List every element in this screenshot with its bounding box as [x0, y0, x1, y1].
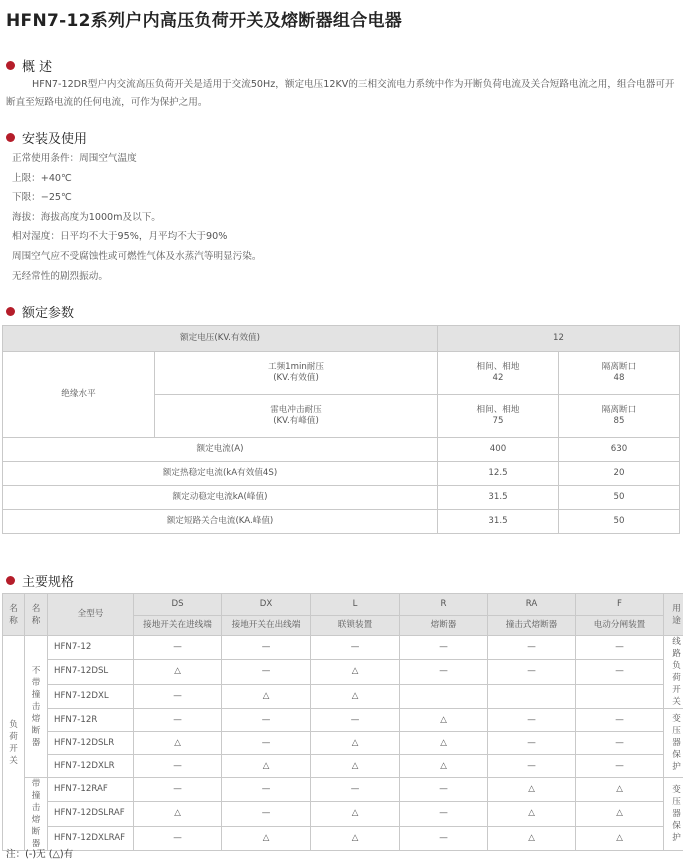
table-row: [3, 462, 680, 486]
code-header: R: [400, 594, 488, 616]
param-value: 20: [559, 462, 680, 486]
spec-cell: —: [576, 709, 664, 732]
install-heading: [6, 128, 87, 147]
table-row: [3, 802, 683, 826]
group-main-label: 负 荷 开 关: [3, 636, 25, 851]
rated-params-table: [2, 325, 680, 534]
page-title: HFN7-12系列户内高压负荷开关及熔断器组合电器: [6, 11, 403, 31]
params-header-label: 额定电压(KV.有效值): [3, 326, 438, 352]
model-cell: HFN7-12: [48, 636, 134, 660]
spec-cell: [576, 684, 664, 708]
param-value: 50: [559, 486, 680, 510]
table-row: [3, 826, 683, 850]
spec-cell: △: [311, 755, 400, 778]
spec-cell: △: [400, 732, 488, 755]
install-line: 相对湿度：日平均不大于95%，月平均不大于90%: [12, 231, 228, 243]
spec-cell: —: [400, 636, 488, 660]
name-header: 名 称: [25, 594, 48, 636]
param-label: 额定热稳定电流(kA有效值4S): [3, 462, 438, 486]
spec-cell: △: [311, 660, 400, 684]
spec-cell: —: [311, 636, 400, 660]
spec-cell: △: [311, 802, 400, 826]
spec-cell: △: [576, 826, 664, 850]
param-value: 31.5: [438, 486, 559, 510]
model-cell: HFN7-12DSLR: [48, 732, 134, 755]
param-value: 相间、相地 75: [438, 395, 559, 438]
table-row: [3, 778, 683, 802]
spec-cell: △: [222, 826, 311, 850]
use-label: 线 路 负 荷 开 关: [664, 636, 683, 709]
table-row: [3, 486, 680, 510]
spec-cell: △: [311, 826, 400, 850]
spec-cell: —: [488, 732, 576, 755]
code-desc: 联锁装置: [311, 616, 400, 636]
spec-cell: —: [222, 636, 311, 660]
spec-cell: —: [400, 826, 488, 850]
spec-cell: —: [222, 802, 311, 826]
install-line: 无经常性的剧烈振动。: [12, 270, 108, 282]
spec-cell: —: [134, 778, 222, 802]
param-value: 31.5: [438, 510, 559, 534]
install-line: 海拔：海拔高度为1000m及以下。: [12, 211, 161, 223]
spec-cell: —: [488, 709, 576, 732]
specs-heading-text: 主要规格: [22, 575, 75, 590]
params-heading: [6, 302, 74, 321]
bullet-dot-icon: [6, 307, 15, 316]
param-label: 额定电流(A): [3, 438, 438, 462]
overview-heading-text: 概 述: [22, 60, 53, 75]
param-label: 额定短路关合电流(KA.峰值): [3, 510, 438, 534]
spec-cell: △: [134, 732, 222, 755]
model-cell: HFN7-12DXLRAF: [48, 826, 134, 850]
param-label: 工频1min耐压 (KV.有效值): [155, 352, 438, 395]
spec-cell: —: [576, 732, 664, 755]
spec-cell: △: [576, 778, 664, 802]
spec-cell: △: [576, 802, 664, 826]
spec-cell: △: [488, 778, 576, 802]
param-value: 630: [559, 438, 680, 462]
model-cell: HFN7-12DXL: [48, 684, 134, 708]
spec-cell: —: [222, 732, 311, 755]
legend-note: 注：(-)无 (△)有: [6, 849, 74, 860]
install-line: 正常使用条件：周围空气温度: [12, 153, 137, 164]
table-row: [3, 510, 680, 534]
group-b-label: 带 撞 击 熔 断 器: [25, 778, 48, 851]
spec-cell: —: [488, 755, 576, 778]
table-row: [3, 660, 683, 684]
name-header: 名 称: [3, 594, 25, 636]
install-line: 下限：−25℃: [12, 192, 72, 204]
spec-cell: —: [576, 636, 664, 660]
table-row: [3, 636, 683, 660]
use-label: 变 压 器 保 护: [664, 709, 683, 778]
code-header: F: [576, 594, 664, 616]
param-label: 雷电冲击耐压 (KV.有峰值): [155, 395, 438, 438]
table-row: [3, 709, 683, 732]
spec-cell: —: [134, 755, 222, 778]
specs-heading: [6, 571, 74, 590]
table-row: [3, 732, 683, 755]
params-header-row: [3, 326, 680, 352]
code-header: DS: [134, 594, 222, 616]
code-desc: 撞击式熔断器: [488, 616, 576, 636]
table-row: [3, 684, 683, 708]
spec-cell: △: [222, 755, 311, 778]
spec-cell: —: [134, 684, 222, 708]
param-value: 12.5: [438, 462, 559, 486]
use-header: 用 途: [664, 594, 683, 636]
spec-cell: —: [222, 778, 311, 802]
model-cell: HFN7-12DXLR: [48, 755, 134, 778]
code-desc: 接地开关在出线端: [222, 616, 311, 636]
model-header: 全型号: [48, 594, 134, 636]
spec-cell: —: [134, 636, 222, 660]
specs-header-row: [3, 594, 683, 616]
spec-cell: —: [576, 755, 664, 778]
model-cell: HFN7-12RAF: [48, 778, 134, 802]
param-value: 隔离断口 85: [559, 395, 680, 438]
bullet-dot-icon: [6, 576, 15, 585]
spec-cell: △: [134, 802, 222, 826]
code-header: DX: [222, 594, 311, 616]
insulation-label: 绝缘水平: [3, 352, 155, 438]
spec-cell: —: [400, 778, 488, 802]
install-heading-text: 安装及使用: [22, 132, 88, 147]
main-specs-table: [2, 593, 683, 851]
install-lines: [12, 149, 261, 286]
param-value: 400: [438, 438, 559, 462]
spec-cell: —: [576, 660, 664, 684]
spec-cell: —: [400, 660, 488, 684]
spec-cell: [488, 684, 576, 708]
code-header: L: [311, 594, 400, 616]
param-value: 50: [559, 510, 680, 534]
spec-cell: △: [488, 802, 576, 826]
code-desc: 熔断器: [400, 616, 488, 636]
spec-cell: △: [311, 732, 400, 755]
group-a-label: 不 带 撞 击 熔 断 器: [25, 636, 48, 778]
spec-cell: —: [222, 709, 311, 732]
param-label: 额定动稳定电流kA(峰值): [3, 486, 438, 510]
spec-cell: —: [134, 826, 222, 850]
table-row: [3, 352, 680, 395]
table-row: [3, 438, 680, 462]
params-header-value: 12: [438, 326, 680, 352]
bullet-dot-icon: [6, 133, 15, 142]
spec-cell: △: [222, 684, 311, 708]
params-heading-text: 额定参数: [22, 306, 75, 321]
spec-cell: —: [488, 660, 576, 684]
spec-cell: —: [311, 709, 400, 732]
code-header: RA: [488, 594, 576, 616]
param-value: 隔离断口 48: [559, 352, 680, 395]
model-cell: HFN7-12DSL: [48, 660, 134, 684]
param-value: 相间、相地 42: [438, 352, 559, 395]
code-desc: 接地开关在进线端: [134, 616, 222, 636]
spec-cell: —: [311, 778, 400, 802]
spec-cell: △: [134, 660, 222, 684]
overview-text-block: [6, 76, 678, 112]
spec-cell: △: [400, 755, 488, 778]
table-row: [3, 755, 683, 778]
bullet-dot-icon: [6, 61, 15, 70]
overview-heading: [6, 56, 52, 75]
spec-cell: [400, 684, 488, 708]
spec-cell: —: [488, 636, 576, 660]
spec-cell: —: [134, 709, 222, 732]
install-line: 周围空气应不受腐蚀性或可燃性气体及水蒸汽等明显污染。: [12, 250, 262, 262]
model-cell: HFN7-12R: [48, 709, 134, 732]
install-line: 上限：+40℃: [12, 172, 72, 184]
model-cell: HFN7-12DSLRAF: [48, 802, 134, 826]
overview-text: HFN7-12DR型户内交流高压负荷开关是适用于交流50Hz，额定电压12KV的三相交流电力系统中作为开断负荷电流及关合短路电流之用，组合电器可开断直至短路电流的任何电流，可作为保护之用。: [6, 79, 675, 108]
use-label: 变 压 器 保 护: [664, 778, 683, 851]
spec-cell: △: [400, 709, 488, 732]
spec-cell: △: [311, 684, 400, 708]
spec-cell: △: [488, 826, 576, 850]
code-desc: 电动分闸装置: [576, 616, 664, 636]
spec-cell: —: [400, 802, 488, 826]
spec-cell: —: [222, 660, 311, 684]
